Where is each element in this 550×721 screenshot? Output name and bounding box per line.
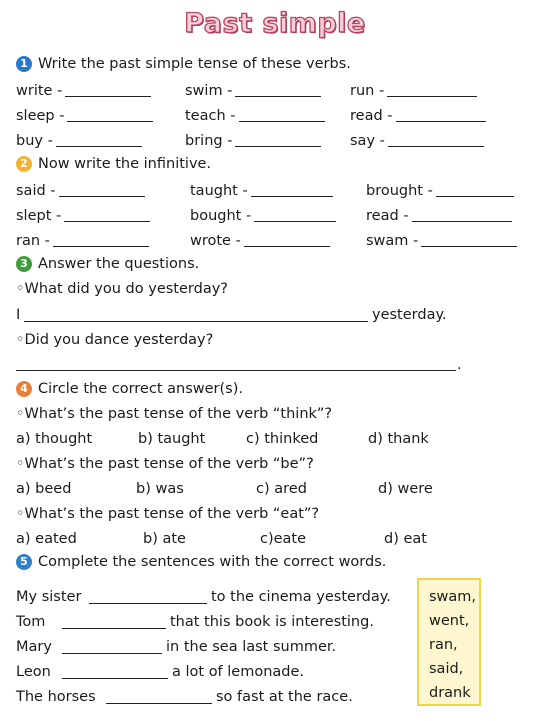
answer-blank[interactable] [235, 82, 321, 97]
answer-blank[interactable] [244, 232, 330, 247]
verb-item: say - [350, 132, 484, 150]
exercise-4-number: 4 [16, 381, 32, 397]
exercise-5-instruction: Complete the sentences with the correct words. [38, 554, 387, 570]
answer-option[interactable]: c) ared [256, 481, 307, 497]
sentence-start: Tom [16, 614, 46, 630]
sentence-end: that this book is interesting. [170, 614, 374, 630]
answer-option[interactable]: c) thinked [246, 431, 319, 447]
answer-option[interactable]: d) eat [384, 531, 427, 547]
answer-blank[interactable] [412, 207, 512, 222]
exercise-5-heading [16, 553, 386, 571]
verb-item: swim - [185, 82, 321, 100]
answer-blank[interactable] [396, 107, 486, 122]
word-bank-item: said, [429, 661, 464, 677]
verb-item: write - [16, 82, 151, 100]
verb-item: read - [350, 107, 486, 125]
exercise-1-instruction: Write the past simple tense of these verbs. [38, 56, 351, 72]
exercise-1-number: 1 [16, 56, 32, 72]
verb-item: sleep - [16, 107, 153, 125]
verb-item: buy - [16, 132, 142, 150]
answer-blank[interactable] [251, 182, 333, 197]
answer-option[interactable]: b) taught [138, 431, 206, 447]
exercise-3-instruction: Answer the questions. [38, 256, 200, 272]
exercise-2-number: 2 [16, 156, 32, 172]
exercise-4-heading [16, 380, 243, 398]
sentence-end: to the cinema yesterday. [211, 589, 391, 605]
answer-blank[interactable] [64, 207, 150, 222]
question-text: ◦What’s the past tense of the verb “eat”? [16, 506, 320, 522]
answer-blank[interactable] [388, 132, 484, 147]
answer-blank[interactable] [56, 132, 142, 147]
answer-end: . [457, 357, 462, 373]
sentence-start: My sister [16, 589, 82, 605]
verb-item: bring - [185, 132, 321, 150]
exercise-3-number: 3 [16, 256, 32, 272]
exercise-4-instruction: Circle the correct answer(s). [38, 381, 243, 397]
word-bank-box [417, 578, 481, 706]
verb-item: bought - [190, 207, 336, 225]
exercise-3-heading [16, 255, 199, 273]
verb-item: slept - [16, 207, 150, 225]
word-bank-item: went, [429, 613, 470, 629]
answer-blank[interactable] [65, 82, 151, 97]
verb-item: swam - [366, 232, 517, 250]
verb-item: brought - [366, 182, 514, 200]
answer-option[interactable]: b) ate [143, 531, 186, 547]
sentence-end: in the sea last summer. [166, 639, 337, 655]
answer-blank[interactable] [239, 107, 325, 122]
answer-option[interactable]: d) were [378, 481, 433, 497]
sentence-start: Leon [16, 664, 51, 680]
answer-option[interactable]: a) beed [16, 481, 72, 497]
sentence-blank[interactable] [62, 678, 168, 679]
sentence-start: Mary [16, 639, 52, 655]
verb-item: run - [350, 82, 477, 100]
word-bank-item: swam, [429, 589, 477, 605]
sentence-blank[interactable] [106, 703, 212, 704]
verb-item: teach - [185, 107, 325, 125]
word-bank-item: drank [429, 685, 471, 701]
sentence-blank[interactable] [62, 628, 166, 629]
question-text: ◦Did you dance yesterday? [16, 332, 214, 348]
answer-option[interactable]: d) thank [368, 431, 429, 447]
answer-start: I [16, 307, 21, 323]
answer-line[interactable] [16, 370, 456, 371]
question-text: ◦What did you do yesterday? [16, 281, 228, 297]
answer-blank[interactable] [421, 232, 517, 247]
answer-end: yesterday. [372, 307, 447, 323]
answer-blank[interactable] [53, 232, 149, 247]
answer-blank[interactable] [59, 182, 145, 197]
answer-option[interactable]: a) eated [16, 531, 77, 547]
answer-option[interactable]: b) was [136, 481, 184, 497]
sentence-start: The horses [16, 689, 96, 705]
exercise-2-heading [16, 155, 211, 173]
exercise-2-instruction: Now write the infinitive. [38, 156, 212, 172]
verb-item: ran - [16, 232, 149, 250]
verb-item: taught - [190, 182, 333, 200]
question-text: ◦What’s the past tense of the verb “be”? [16, 456, 314, 472]
worksheet-title: Past simple [184, 8, 366, 39]
question-text: ◦What’s the past tense of the verb “think”? [16, 406, 333, 422]
sentence-blank[interactable] [62, 653, 162, 654]
sentence-end: a lot of lemonade. [172, 664, 305, 680]
answer-option[interactable]: a) thought [16, 431, 93, 447]
answer-blank[interactable] [254, 207, 336, 222]
exercise-5-number: 5 [16, 554, 32, 570]
word-bank-item: ran, [429, 637, 458, 653]
answer-option[interactable]: c)eate [260, 531, 307, 547]
sentence-blank[interactable] [89, 603, 207, 604]
verb-item: read - [366, 207, 512, 225]
exercise-1-heading [16, 55, 351, 73]
answer-blank[interactable] [387, 82, 477, 97]
sentence-end: so fast at the race. [216, 689, 353, 705]
answer-blank[interactable] [67, 107, 153, 122]
answer-blank[interactable] [436, 182, 514, 197]
verb-item: said - [16, 182, 145, 200]
answer-blank[interactable] [235, 132, 321, 147]
verb-item: wrote - [190, 232, 330, 250]
answer-line[interactable] [24, 321, 368, 322]
